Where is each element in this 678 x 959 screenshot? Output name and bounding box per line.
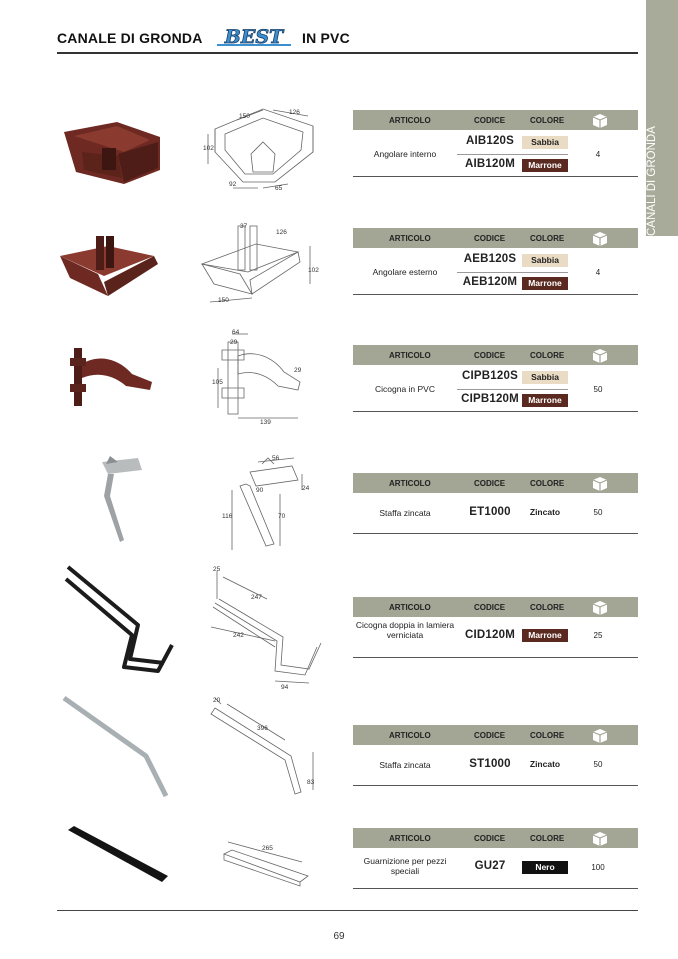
- box-pack-icon: [590, 346, 610, 364]
- technical-drawing-guarnizione: [218, 832, 310, 888]
- dim-label: 116: [222, 513, 233, 520]
- dim-label: 70: [278, 513, 286, 520]
- header-title-left: CANALE DI GRONDA: [57, 30, 203, 46]
- qty-cell: 25: [593, 631, 603, 640]
- footer-divider: [57, 910, 638, 911]
- qty-cell: 50: [593, 385, 603, 394]
- table-header: [353, 725, 638, 745]
- dim-label: 24: [302, 485, 310, 492]
- table-body: [353, 365, 638, 412]
- header-codice: CODICE: [474, 116, 506, 125]
- dim-label: 90: [256, 487, 264, 494]
- product-table-staffa-et1000: [353, 473, 638, 534]
- table-body: [353, 248, 638, 295]
- header-codice: CODICE: [474, 834, 506, 843]
- technical-drawing-cicogna-pvc: [208, 328, 308, 426]
- dim-label: 247: [251, 594, 262, 601]
- colore-badge: Nero: [522, 861, 568, 874]
- page-number: 69: [333, 931, 345, 942]
- row-divider: [457, 272, 568, 273]
- box-pack-icon: [590, 474, 610, 492]
- box-pack-icon: [590, 598, 610, 616]
- table-header: [353, 110, 638, 130]
- product-table-staffa-st1000: [353, 725, 638, 786]
- dim-label: 105: [212, 379, 223, 386]
- qty-cell: 4: [595, 268, 601, 277]
- header-articolo: ARTICOLO: [389, 116, 431, 125]
- codice-cell: AIB120M: [465, 158, 515, 170]
- table-header: [353, 345, 638, 365]
- dim-label: 265: [262, 845, 273, 852]
- header-colore: COLORE: [530, 731, 565, 740]
- table-body: [353, 617, 638, 658]
- header-codice: CODICE: [474, 479, 506, 488]
- header-articolo: ARTICOLO: [389, 731, 431, 740]
- articolo-cell: Staffa zincata: [379, 760, 431, 770]
- codice-cell: GU27: [474, 860, 506, 872]
- dim-label: 25: [213, 566, 221, 573]
- side-tab: [646, 0, 678, 236]
- articolo-cell: Cicogna in PVC: [374, 384, 435, 394]
- header-articolo: ARTICOLO: [389, 351, 431, 360]
- qty-cell: 100: [591, 863, 605, 872]
- dim-label: 92: [229, 181, 237, 188]
- codice-cell: CIPB120M: [461, 393, 519, 405]
- box-pack-icon: [590, 229, 610, 247]
- colore-badge: Sabbia: [522, 254, 568, 267]
- best-logo: [213, 26, 295, 48]
- colore-badge: Marrone: [522, 159, 568, 172]
- dim-label: 56: [272, 455, 280, 462]
- table-body: [353, 493, 638, 534]
- row-divider: [457, 389, 568, 390]
- dim-label: 150: [239, 113, 250, 120]
- product-photo-staffa-et1000: [92, 456, 146, 548]
- table-header: [353, 828, 638, 848]
- product-table-guarnizione: [353, 828, 638, 889]
- table-body: [353, 848, 638, 889]
- dim-label: 102: [203, 145, 214, 152]
- header-articolo: ARTICOLO: [389, 834, 431, 843]
- header-colore: COLORE: [530, 603, 565, 612]
- header-title-right: IN PVC: [302, 30, 350, 46]
- header-articolo: ARTICOLO: [389, 603, 431, 612]
- box-pack-icon: [590, 111, 610, 129]
- header-codice: CODICE: [474, 234, 506, 243]
- articolo-cell: Angolare interno: [373, 149, 437, 159]
- technical-drawing-cicogna-doppia: [205, 565, 327, 689]
- table-header: [353, 228, 638, 248]
- technical-drawing-staffa-st1000: [207, 694, 321, 798]
- product-photo-staffa-st1000: [62, 694, 172, 800]
- codice-cell: AEB120S: [463, 253, 517, 265]
- product-table-angolare-interno: [353, 110, 638, 177]
- header-colore: COLORE: [530, 116, 565, 125]
- technical-drawing-staffa-et1000: [222, 450, 314, 552]
- header-codice: CODICE: [474, 731, 506, 740]
- dim-label: 242: [233, 632, 244, 639]
- codice-cell: CIPB120S: [462, 370, 518, 382]
- table-header: [353, 597, 638, 617]
- articolo-cell: Cicogna doppia in lamiera verniciata: [355, 620, 455, 640]
- product-photo-cicogna-pvc: [68, 344, 154, 410]
- side-tab-label: CANALI DI GRONDA: [646, 126, 658, 236]
- codice-cell: AIB120S: [465, 135, 515, 147]
- colore-badge: Sabbia: [522, 136, 568, 149]
- product-photo-angolare-interno: [62, 112, 162, 187]
- product-photo-angolare-esterno: [58, 234, 160, 302]
- header-colore: COLORE: [530, 479, 565, 488]
- qty-cell: 4: [595, 150, 601, 159]
- codice-cell: CID120M: [465, 629, 515, 641]
- header-colore: COLORE: [530, 351, 565, 360]
- colore-badge: Marrone: [522, 277, 568, 290]
- dim-label: 396: [257, 725, 268, 732]
- header-colore: COLORE: [530, 834, 565, 843]
- articolo-cell: Angolare esterno: [372, 267, 438, 277]
- codice-cell: AEB120M: [462, 276, 518, 288]
- colore-cell: Zincato: [529, 507, 561, 517]
- technical-drawing-angolare-interno: [203, 104, 323, 192]
- product-photo-guarnizione: [64, 824, 170, 886]
- product-table-cicogna-pvc: [353, 345, 638, 412]
- colore-badge: Marrone: [522, 394, 568, 407]
- table-body: [353, 130, 638, 177]
- row-divider: [457, 154, 568, 155]
- dim-label: 126: [289, 109, 300, 116]
- dim-label: 150: [218, 297, 229, 304]
- dim-label: 29: [294, 367, 302, 374]
- table-body: [353, 745, 638, 786]
- dim-label: 20: [213, 697, 221, 704]
- header-codice: CODICE: [474, 603, 506, 612]
- codice-cell: ET1000: [469, 506, 511, 518]
- codice-cell: ST1000: [469, 758, 511, 770]
- dim-label: 139: [260, 419, 271, 426]
- svg-text:BEST: BEST: [224, 26, 284, 48]
- header-codice: CODICE: [474, 351, 506, 360]
- articolo-cell: Staffa zincata: [379, 508, 431, 518]
- header-colore: COLORE: [530, 234, 565, 243]
- dim-label: 64: [232, 329, 240, 336]
- page-header: [57, 26, 638, 54]
- dim-label: 94: [281, 684, 289, 691]
- articolo-cell: Guarnizione per pezzi speciali: [363, 856, 447, 876]
- colore-cell: Zincato: [529, 759, 561, 769]
- dim-label: 102: [308, 267, 319, 274]
- box-pack-icon: [590, 829, 610, 847]
- dim-label: 83: [307, 779, 315, 786]
- table-header: [353, 473, 638, 493]
- dim-label: 126: [276, 229, 287, 236]
- dim-label: 37: [240, 223, 248, 230]
- qty-cell: 50: [593, 508, 603, 517]
- box-pack-icon: [590, 726, 610, 744]
- product-photo-cicogna-doppia: [62, 563, 176, 677]
- qty-cell: 50: [593, 760, 603, 769]
- colore-badge: Sabbia: [522, 371, 568, 384]
- header-articolo: ARTICOLO: [389, 234, 431, 243]
- technical-drawing-angolare-esterno: [200, 222, 322, 308]
- product-table-cicogna-doppia: [353, 597, 638, 658]
- dim-label: 29: [230, 339, 238, 346]
- header-articolo: ARTICOLO: [389, 479, 431, 488]
- product-table-angolare-esterno: [353, 228, 638, 295]
- colore-badge: Marrone: [522, 629, 568, 642]
- dim-label: 65: [275, 185, 283, 192]
